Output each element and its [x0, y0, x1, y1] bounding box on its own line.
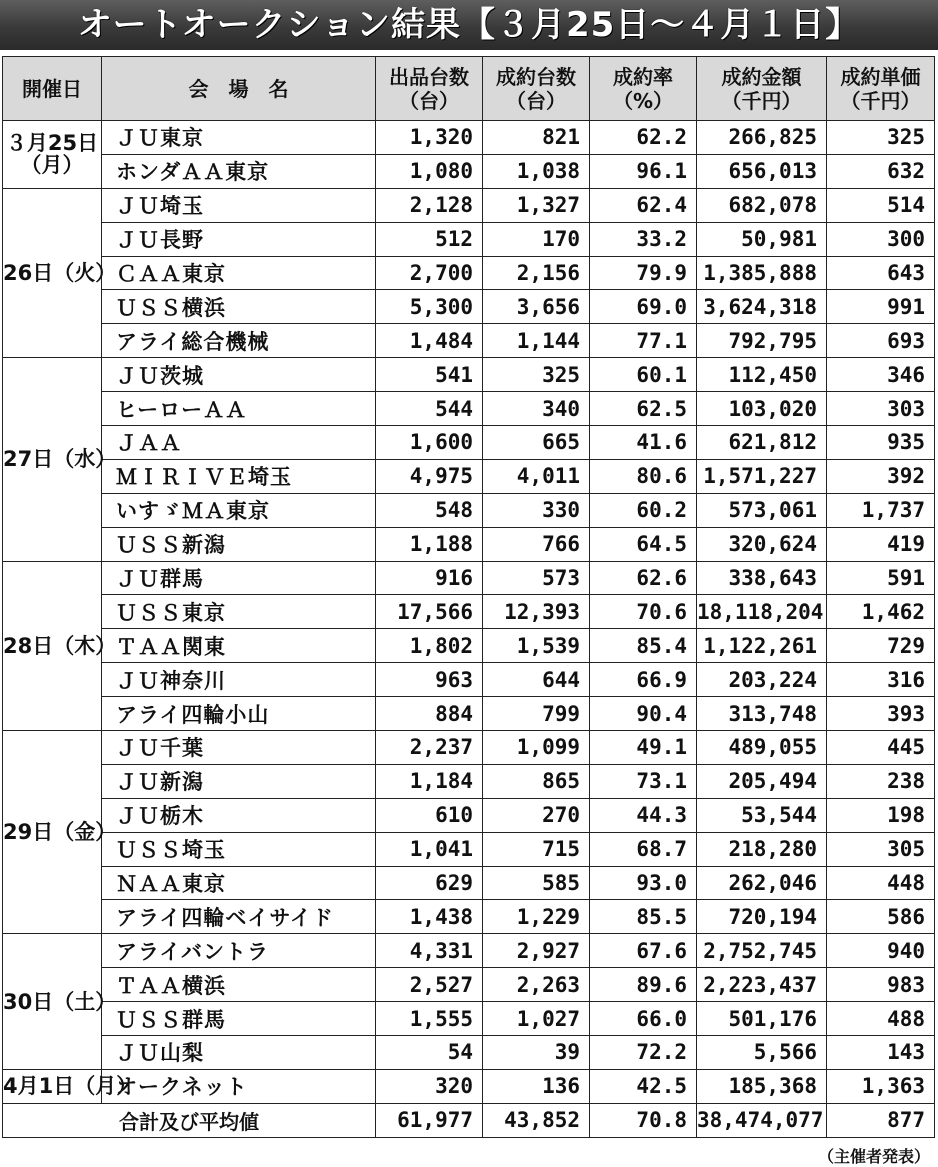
amount-cell: 1,571,227 [697, 459, 827, 493]
listed-cell: 2,128 [376, 188, 483, 222]
unit-price-cell: 983 [827, 968, 935, 1002]
venue-cell: ＭＩＲＩＶＥ埼玉 [102, 459, 376, 493]
venue-cell: ＣＡＡ東京 [102, 256, 376, 290]
amount-cell: 656,013 [697, 154, 827, 188]
rate-cell: 64.5 [590, 527, 697, 561]
amount-cell: 266,825 [697, 121, 827, 155]
table-row [3, 121, 935, 155]
amount-cell: 621,812 [697, 426, 827, 460]
listed-cell: 544 [376, 392, 483, 426]
amount-cell: 218,280 [697, 832, 827, 866]
unit-price-cell: 1,737 [827, 493, 935, 527]
rate-cell: 66.9 [590, 663, 697, 697]
table-row [3, 1036, 935, 1070]
header-rate-label: 成約率 [613, 64, 673, 89]
table-row [3, 934, 935, 968]
rate-cell: 62.2 [590, 121, 697, 155]
rate-cell: 85.4 [590, 629, 697, 663]
contracted-cell: 270 [483, 798, 590, 832]
listed-cell: 1,184 [376, 764, 483, 798]
table-row [3, 731, 935, 765]
listed-cell: 1,600 [376, 426, 483, 460]
contracted-cell: 4,011 [483, 459, 590, 493]
venue-cell: アライ四輪ベイサイド [102, 900, 376, 934]
header-listed [376, 57, 483, 121]
venue-cell: ＪＵ長野 [102, 222, 376, 256]
amount-cell: 501,176 [697, 1002, 827, 1036]
contracted-cell: 1,099 [483, 731, 590, 765]
contracted-cell: 325 [483, 358, 590, 392]
amount-cell: 262,046 [697, 866, 827, 900]
listed-cell: 320 [376, 1069, 483, 1103]
unit-price-cell: 300 [827, 222, 935, 256]
unit-price-cell: 940 [827, 934, 935, 968]
contracted-cell: 865 [483, 764, 590, 798]
unit-price-cell: 238 [827, 764, 935, 798]
rate-cell: 68.7 [590, 832, 697, 866]
rate-cell: 77.1 [590, 324, 697, 358]
contracted-cell: 1,229 [483, 900, 590, 934]
table-row [3, 968, 935, 1002]
header-contracted-label: 成約台数 [496, 64, 576, 89]
unit-price-cell: 586 [827, 900, 935, 934]
header-rate-unit: （%） [612, 88, 674, 113]
amount-cell: 112,450 [697, 358, 827, 392]
venue-cell: アライバントラ [102, 934, 376, 968]
unit-price-cell: 198 [827, 798, 935, 832]
unit-price-cell: 693 [827, 324, 935, 358]
amount-cell: 18,118,204 [697, 595, 827, 629]
contracted-cell: 2,263 [483, 968, 590, 1002]
amount-cell: 320,624 [697, 527, 827, 561]
listed-cell: 916 [376, 561, 483, 595]
venue-cell: ＪＵ神奈川 [102, 663, 376, 697]
unit-price-cell: 1,462 [827, 595, 935, 629]
amount-cell: 103,020 [697, 392, 827, 426]
table-row [3, 493, 935, 527]
header-venue: 会 場 名 [102, 57, 376, 121]
listed-cell: 5,300 [376, 290, 483, 324]
date-cell: 27日（水） [3, 358, 102, 561]
amount-cell: 1,122,261 [697, 629, 827, 663]
listed-cell: 1,041 [376, 832, 483, 866]
venue-cell: ＵＳＳ横浜 [102, 290, 376, 324]
table-row [3, 561, 935, 595]
table-row [3, 866, 935, 900]
rate-cell: 67.6 [590, 934, 697, 968]
venue-cell: ＴＡＡ横浜 [102, 968, 376, 1002]
unit-price-cell: 143 [827, 1036, 935, 1070]
table-row [3, 798, 935, 832]
listed-cell: 1,188 [376, 527, 483, 561]
table-row [3, 764, 935, 798]
unit-price-cell: 393 [827, 697, 935, 731]
source-note: （主催者発表） [817, 1147, 930, 1166]
listed-cell: 629 [376, 866, 483, 900]
rate-cell: 49.1 [590, 731, 697, 765]
rate-cell: 80.6 [590, 459, 697, 493]
total-row [3, 1103, 935, 1137]
contracted-cell: 585 [483, 866, 590, 900]
rate-cell: 62.5 [590, 392, 697, 426]
amount-cell: 489,055 [697, 731, 827, 765]
contracted-cell: 2,156 [483, 256, 590, 290]
amount-cell: 682,078 [697, 188, 827, 222]
rate-cell: 73.1 [590, 764, 697, 798]
table-row [3, 629, 935, 663]
contracted-cell: 644 [483, 663, 590, 697]
date-cell: 29日（金） [3, 731, 102, 934]
venue-cell: オークネット [102, 1069, 376, 1103]
header-contracted-unit: （台） [506, 88, 566, 113]
rate-cell: 96.1 [590, 154, 697, 188]
unit-price-cell: 632 [827, 154, 935, 188]
listed-cell: 54 [376, 1036, 483, 1070]
unit-price-cell: 1,363 [827, 1069, 935, 1103]
date-cell: ３月25日 （月） [3, 121, 102, 189]
amount-cell: 313,748 [697, 697, 827, 731]
table-row [3, 426, 935, 460]
rate-cell: 69.0 [590, 290, 697, 324]
header-amount-unit: （千円） [721, 88, 802, 113]
header-rate [590, 57, 697, 121]
rate-cell: 66.0 [590, 1002, 697, 1036]
venue-cell: ＪＵ山梨 [102, 1036, 376, 1070]
contracted-cell: 799 [483, 697, 590, 731]
contracted-cell: 2,927 [483, 934, 590, 968]
venue-cell: アライ四輪小山 [102, 697, 376, 731]
contracted-cell: 1,027 [483, 1002, 590, 1036]
listed-cell: 2,527 [376, 968, 483, 1002]
table-row [3, 459, 935, 493]
rate-cell: 90.4 [590, 697, 697, 731]
header-contracted [483, 57, 590, 121]
contracted-cell: 821 [483, 121, 590, 155]
unit-price-cell: 991 [827, 290, 935, 324]
listed-cell: 2,700 [376, 256, 483, 290]
total-contracted: 43,852 [483, 1103, 590, 1137]
unit-price-cell: 514 [827, 188, 935, 222]
amount-cell: 720,194 [697, 900, 827, 934]
listed-cell: 610 [376, 798, 483, 832]
table-row [3, 392, 935, 426]
rate-cell: 93.0 [590, 866, 697, 900]
date-cell: 28日（木） [3, 561, 102, 730]
table-row [3, 832, 935, 866]
unit-price-cell: 303 [827, 392, 935, 426]
table-header-row [3, 57, 935, 121]
table-body [3, 121, 935, 1104]
contracted-cell: 3,656 [483, 290, 590, 324]
table-row [3, 900, 935, 934]
table-row [3, 1002, 935, 1036]
contracted-cell: 715 [483, 832, 590, 866]
unit-price-cell: 935 [827, 426, 935, 460]
contracted-cell: 1,539 [483, 629, 590, 663]
header-listed-unit: （台） [399, 88, 459, 113]
contracted-cell: 12,393 [483, 595, 590, 629]
amount-cell: 185,368 [697, 1069, 827, 1103]
venue-cell: ＪＵ千葉 [102, 731, 376, 765]
listed-cell: 1,802 [376, 629, 483, 663]
table-row [3, 324, 935, 358]
unit-price-cell: 392 [827, 459, 935, 493]
listed-cell: 2,237 [376, 731, 483, 765]
venue-cell: ヒーローＡＡ [102, 392, 376, 426]
table-row [3, 527, 935, 561]
rate-cell: 62.6 [590, 561, 697, 595]
amount-cell: 1,385,888 [697, 256, 827, 290]
page-title: オートオークション結果【３月25日～４月１日】 [0, 0, 938, 50]
unit-price-cell: 325 [827, 121, 935, 155]
venue-cell: ＵＳＳ東京 [102, 595, 376, 629]
venue-cell: ＪＵ埼玉 [102, 188, 376, 222]
contracted-cell: 1,038 [483, 154, 590, 188]
unit-price-cell: 448 [827, 866, 935, 900]
unit-price-cell: 305 [827, 832, 935, 866]
date-cell: 26日（火） [3, 188, 102, 357]
listed-cell: 1,555 [376, 1002, 483, 1036]
total-amount: 38,474,077 [697, 1103, 827, 1137]
unit-price-cell: 419 [827, 527, 935, 561]
venue-cell: いすゞＭＡ東京 [102, 493, 376, 527]
venue-cell: ＪＵ栃木 [102, 798, 376, 832]
unit-price-cell: 316 [827, 663, 935, 697]
listed-cell: 17,566 [376, 595, 483, 629]
rate-cell: 60.2 [590, 493, 697, 527]
unit-price-cell: 445 [827, 731, 935, 765]
unit-price-cell: 488 [827, 1002, 935, 1036]
rate-cell: 60.1 [590, 358, 697, 392]
total-rate: 70.8 [590, 1103, 697, 1137]
amount-cell: 53,544 [697, 798, 827, 832]
venue-cell: ＵＳＳ新潟 [102, 527, 376, 561]
rate-cell: 72.2 [590, 1036, 697, 1070]
header-amount [697, 57, 827, 121]
amount-cell: 5,566 [697, 1036, 827, 1070]
rate-cell: 44.3 [590, 798, 697, 832]
date-cell: 30日（土） [3, 934, 102, 1070]
total-label: 合計及び平均値 [3, 1103, 376, 1137]
venue-cell: ＵＳＳ埼玉 [102, 832, 376, 866]
listed-cell: 1,080 [376, 154, 483, 188]
rate-cell: 89.6 [590, 968, 697, 1002]
venue-cell: ＴＡＡ関東 [102, 629, 376, 663]
contracted-cell: 573 [483, 561, 590, 595]
header-unit-price [827, 57, 935, 121]
unit-price-cell: 643 [827, 256, 935, 290]
contracted-cell: 766 [483, 527, 590, 561]
listed-cell: 512 [376, 222, 483, 256]
rate-cell: 62.4 [590, 188, 697, 222]
venue-cell: ＪＵ新潟 [102, 764, 376, 798]
table-row [3, 290, 935, 324]
unit-price-cell: 729 [827, 629, 935, 663]
venue-cell: ＪＵ群馬 [102, 561, 376, 595]
table-row [3, 358, 935, 392]
table-row [3, 154, 935, 188]
header-unit-price-unit: （千円） [840, 88, 921, 113]
listed-cell: 1,320 [376, 121, 483, 155]
rate-cell: 79.9 [590, 256, 697, 290]
header-amount-label: 成約金額 [721, 64, 802, 89]
listed-cell: 548 [376, 493, 483, 527]
amount-cell: 792,795 [697, 324, 827, 358]
venue-cell: ＪＵ東京 [102, 121, 376, 155]
venue-cell: ＮＡＡ東京 [102, 866, 376, 900]
rate-cell: 33.2 [590, 222, 697, 256]
table-row [3, 1069, 935, 1103]
header-listed-label: 出品台数 [389, 64, 469, 89]
contracted-cell: 340 [483, 392, 590, 426]
unit-price-cell: 346 [827, 358, 935, 392]
table-row [3, 663, 935, 697]
amount-cell: 2,223,437 [697, 968, 827, 1002]
rate-cell: 42.5 [590, 1069, 697, 1103]
rate-cell: 41.6 [590, 426, 697, 460]
table-row [3, 256, 935, 290]
total-listed: 61,977 [376, 1103, 483, 1137]
table-row [3, 188, 935, 222]
contracted-cell: 1,144 [483, 324, 590, 358]
amount-cell: 3,624,318 [697, 290, 827, 324]
listed-cell: 4,975 [376, 459, 483, 493]
header-date: 開催日 [3, 57, 102, 121]
table-row [3, 595, 935, 629]
listed-cell: 1,484 [376, 324, 483, 358]
contracted-cell: 330 [483, 493, 590, 527]
amount-cell: 338,643 [697, 561, 827, 595]
rate-cell: 85.5 [590, 900, 697, 934]
contracted-cell: 170 [483, 222, 590, 256]
header-unit-price-label: 成約単価 [840, 64, 921, 89]
listed-cell: 1,438 [376, 900, 483, 934]
contracted-cell: 136 [483, 1069, 590, 1103]
unit-price-cell: 591 [827, 561, 935, 595]
contracted-cell: 39 [483, 1036, 590, 1070]
amount-cell: 203,224 [697, 663, 827, 697]
contracted-cell: 1,327 [483, 188, 590, 222]
venue-cell: ＪＵ茨城 [102, 358, 376, 392]
amount-cell: 573,061 [697, 493, 827, 527]
venue-cell: ホンダＡＡ東京 [102, 154, 376, 188]
venue-cell: ＵＳＳ群馬 [102, 1002, 376, 1036]
listed-cell: 541 [376, 358, 483, 392]
table-row [3, 697, 935, 731]
contracted-cell: 665 [483, 426, 590, 460]
listed-cell: 963 [376, 663, 483, 697]
auction-results-table [2, 56, 935, 1138]
date-cell: 4月1日（月） [3, 1069, 102, 1103]
table-row [3, 222, 935, 256]
listed-cell: 884 [376, 697, 483, 731]
rate-cell: 70.6 [590, 595, 697, 629]
total-unit-price: 877 [827, 1103, 935, 1137]
amount-cell: 50,981 [697, 222, 827, 256]
listed-cell: 4,331 [376, 934, 483, 968]
venue-cell: ＪＡＡ [102, 426, 376, 460]
amount-cell: 2,752,745 [697, 934, 827, 968]
amount-cell: 205,494 [697, 764, 827, 798]
venue-cell: アライ総合機械 [102, 324, 376, 358]
